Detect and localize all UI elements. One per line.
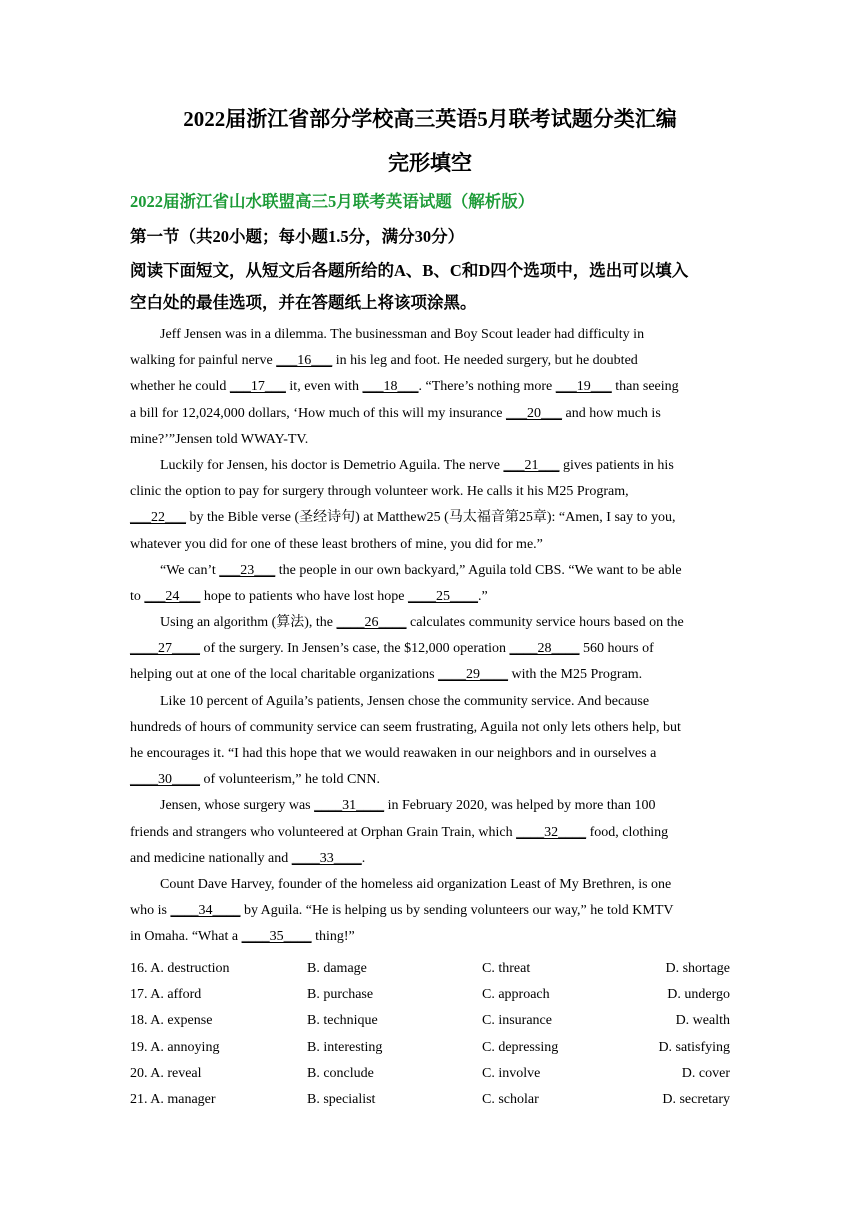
passage-line: [130, 374, 730, 400]
instruction-line-2: 空白处的最佳选项，并在答题纸上将该项涂黑。: [130, 293, 477, 312]
passage-line: [130, 453, 730, 479]
option-c: C. threat: [482, 961, 531, 976]
option-d: D. cover: [681, 1065, 730, 1081]
passage-line: [130, 322, 730, 348]
option-c: C. depressing: [482, 1039, 559, 1055]
blank: ____27____: [130, 641, 200, 657]
blank: ____32____: [516, 824, 587, 840]
option-b: B. technique: [307, 1013, 378, 1029]
passage-text: .: [361, 850, 366, 866]
passage-text: friends and strangers who volunteered at Orphan Grain Train, which: [130, 824, 517, 840]
blank: ___22___: [130, 510, 186, 526]
blank: ____34____: [170, 903, 241, 919]
passage-text: of the surgery. In Jensen’s case, the $12,000 operation: [200, 641, 510, 657]
passage-text: to: [130, 588, 145, 604]
blank: ___16___: [276, 353, 333, 369]
passage-text: Jeff Jensen was in a dilemma. The businessman and Boy Scout leader had difficulty in: [160, 327, 645, 342]
option-c: C. insurance: [482, 1013, 552, 1029]
source-heading: 2022届浙江省山水联盟高三5月联考英语试题（解析版）: [130, 192, 535, 211]
blank: ____25____: [408, 588, 479, 604]
option-a: 21. A. manager: [130, 1091, 216, 1107]
passage-text: it, even with: [285, 379, 363, 395]
blank: ____26____: [336, 615, 407, 631]
option-c: C. scholar: [482, 1091, 539, 1107]
passage-text: than seeing: [611, 379, 679, 395]
passage-text: calculates community service hours based on the: [406, 615, 684, 631]
passage-text: Like 10 percent of Aguila’s patients, Jensen chose the community service. And because: [160, 693, 650, 709]
passage-text: whatever you did for one of these least brothers of mine, you did for me.”: [130, 536, 543, 552]
passage-line: [130, 872, 730, 898]
option-d: D. shortage: [665, 961, 730, 976]
passage-line: [130, 767, 730, 793]
passage-line: [130, 662, 730, 688]
passage-text: in his leg and foot. He needed surgery, but he doubted: [332, 353, 638, 369]
passage-text: who is: [130, 903, 171, 919]
passage-text: hope to patients who have lost hope: [200, 588, 409, 604]
passage-text: thing!”: [311, 929, 355, 945]
question-row: [130, 1008, 730, 1034]
passage-line: [130, 584, 730, 610]
question-row: [130, 1087, 730, 1113]
blank: ___24___: [144, 588, 201, 604]
question-row: [130, 1035, 730, 1061]
instruction-line-1: 阅读下面短文，从短文后各题所给的A、B、C和D四个选项中，选出可以填入: [130, 261, 689, 280]
passage-text: with the M25 Program.: [508, 667, 643, 683]
question-row: [130, 982, 730, 1008]
question-row: [130, 1061, 730, 1087]
passage-line: [130, 689, 730, 715]
passage-line: [130, 610, 730, 636]
option-b: B. conclude: [307, 1065, 374, 1081]
passage-text: a bill for 12,024,000 dollars, ‘How much of this will my insurance: [130, 405, 506, 421]
passage-line: [130, 401, 730, 427]
blank: ___21___: [503, 457, 560, 473]
passage-text: 560 hours of: [579, 641, 654, 657]
passage-text: Jensen, whose surgery was: [160, 798, 315, 814]
passage-line: [130, 846, 730, 872]
option-b: B. purchase: [307, 987, 374, 1003]
option-d: D. wealth: [675, 1013, 730, 1029]
question-options: [130, 956, 730, 1113]
option-a: 16. A. destruction: [130, 961, 230, 976]
cloze-passage: [130, 322, 730, 951]
passage-text: .”: [478, 588, 488, 604]
passage-text: he encourages it. “I had this hope that we would reawaken in our neighbors and in ourselves a: [130, 746, 657, 761]
blank: ___23___: [219, 562, 276, 578]
section-heading: 第一节（共20小题；每小题1.5分，满分30分）: [130, 227, 465, 246]
passage-text: Count Dave Harvey, founder of the homeless aid organization Least of My Brethren, is one: [160, 876, 672, 892]
blank: ____28____: [509, 641, 580, 657]
passage-line: [130, 636, 730, 662]
passage-text: the people in our own backyard,” Aguila told CBS. “We want to be able: [275, 562, 682, 578]
option-b: B. specialist: [307, 1091, 376, 1107]
passage-line: [130, 924, 730, 950]
passage-line: [130, 793, 730, 819]
passage-text: food, clothing: [586, 824, 669, 840]
option-d: D. secretary: [662, 1091, 730, 1107]
passage-line: [130, 820, 730, 846]
blank: ___17___: [229, 379, 286, 395]
blank: ____29____: [438, 667, 509, 683]
document-subtitle: 完形填空: [388, 151, 472, 175]
option-d: D. satisfying: [658, 1039, 730, 1055]
passage-line: [130, 348, 730, 374]
passage-text: in Omaha. “What a: [130, 929, 242, 945]
question-row: [130, 956, 730, 982]
passage-text: . “There’s nothing more: [418, 379, 556, 395]
blank: ____30____: [130, 772, 200, 788]
blank: ___19___: [555, 379, 612, 395]
passage-text: hundreds of hours of community service can seem frustrating, Aguila not only lets others help, but: [130, 719, 681, 735]
passage-line: [130, 427, 730, 453]
blank: ____31____: [314, 798, 385, 814]
option-b: B. interesting: [307, 1039, 383, 1055]
passage-text: mine?’”Jensen told WWAY-TV.: [130, 431, 309, 447]
passage-line: [130, 715, 730, 741]
blank: ___18___: [362, 379, 419, 395]
option-a: 19. A. annoying: [130, 1039, 220, 1055]
passage-text: walking for painful nerve: [130, 353, 277, 369]
option-b: B. damage: [307, 961, 367, 976]
blank: ____35____: [241, 929, 312, 945]
passage-text: “We can’t: [160, 562, 220, 578]
passage-text: by Aguila. “He is helping us by sending volunteers our way,” he told KMTV: [240, 903, 674, 919]
passage-line: [130, 505, 730, 531]
option-c: C. approach: [482, 987, 550, 1003]
blank: ____33____: [291, 850, 362, 866]
passage-line: [130, 558, 730, 584]
passage-text: Using an algorithm (算法), the: [160, 615, 337, 631]
passage-text: helping out at one of the local charitable organizations: [130, 667, 439, 683]
option-a: 20. A. reveal: [130, 1065, 202, 1081]
option-a: 17. A. afford: [130, 987, 202, 1003]
passage-line: [130, 532, 730, 558]
passage-line: [130, 741, 730, 767]
passage-line: [130, 479, 730, 505]
document-title: 2022届浙江省部分学校高三英语5月联考试题分类汇编: [183, 107, 677, 131]
blank: ___20___: [506, 405, 562, 421]
passage-text: and how much is: [562, 405, 661, 421]
passage-text: by the Bible verse (圣经诗句) at Matthew25 (马太福音第25章): “Amen, I say to you,: [186, 510, 676, 526]
passage-text: gives patients in his: [559, 457, 674, 473]
passage-text: clinic the option to pay for surgery through volunteer work. He calls it his M25 Program,: [130, 484, 629, 500]
passage-text: whether he could: [130, 379, 230, 395]
passage-text: in February 2020, was helped by more than 100: [384, 798, 656, 814]
passage-text: Luckily for Jensen, his doctor is Demetrio Aguila. The nerve: [160, 457, 504, 473]
passage-text: and medicine nationally and: [130, 850, 292, 866]
option-c: C. involve: [482, 1065, 541, 1081]
option-d: D. undergo: [667, 987, 730, 1003]
passage-line: [130, 898, 730, 924]
option-a: 18. A. expense: [130, 1013, 213, 1029]
passage-text: of volunteerism,” he told CNN.: [200, 772, 381, 788]
